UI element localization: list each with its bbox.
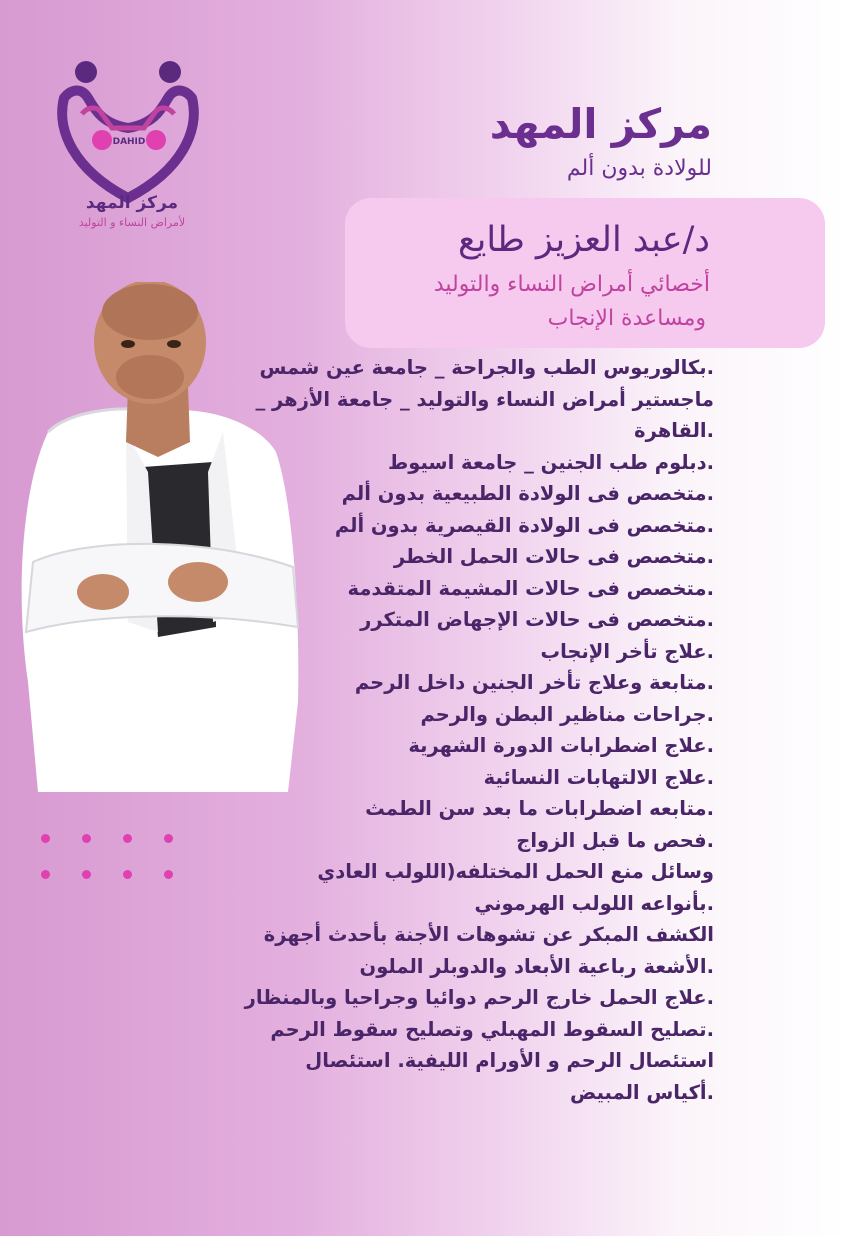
dot — [123, 870, 132, 879]
qualification-item: استئصال الرحم و الأورام الليفية. استئصال — [305, 1049, 714, 1072]
qualification-item: .متخصص فى حالات المشيمة المتقدمة — [347, 576, 714, 600]
qualification-item: .فحص ما قبل الزواج — [516, 828, 714, 852]
qualification-item: .تصليح السقوط المهبلي وتصليح سقوط الرحم — [270, 1017, 714, 1041]
qualification-item: .علاج اضطرابات الدورة الشهرية — [408, 734, 714, 757]
dot — [164, 834, 173, 843]
brand-subtitle: للولادة بدون ألم — [566, 156, 712, 181]
decorative-dots — [36, 828, 186, 888]
qualification-item: ماجستير أمراض النساء والتوليد _ جامعة الأزهر _ — [255, 387, 714, 411]
qualification-item: .متابعه اضطرابات ما بعد سن الطمث — [365, 797, 714, 820]
brand-title: مركز المهد — [489, 100, 712, 148]
dot — [82, 834, 91, 843]
qualification-item: .علاج تأخر الإنجاب — [540, 639, 714, 663]
doctor-specialty: أخصائي أمراض النساء والتوليد — [433, 272, 710, 297]
logo-name: مركز المهد — [85, 193, 179, 213]
qualification-item: .متابعة وعلاج تأخر الجنين داخل الرحم — [354, 671, 714, 694]
dot — [41, 834, 50, 843]
dot — [123, 834, 132, 843]
qualification-item: وسائل منع الحمل المختلفه(اللولب العادي — [317, 860, 714, 883]
qualification-item: .علاج الالتهابات النسائية — [483, 765, 714, 789]
doctor-specialty-line2: ومساعدة الإنجاب — [547, 306, 706, 331]
dot — [41, 870, 50, 879]
qualification-item: .دبلوم طب الجنين _ جامعة اسيوط — [387, 450, 714, 474]
qualification-item: .متخصص فى الولادة القيصرية بدون ألم — [334, 513, 714, 537]
qualifications-list — [194, 352, 714, 1108]
logo-emblem-text: DAHID — [112, 137, 146, 147]
qualification-item: .القاهرة — [634, 419, 714, 442]
qualification-item: .علاج الحمل خارج الرحم دوائيا وجراحيا وبالمنظار — [244, 986, 714, 1009]
qualification-item: .متخصص فى حالات الإجهاض المتكرر — [360, 608, 714, 631]
dot — [164, 870, 173, 879]
qualification-item: .جراحات مناظير البطن والرحم — [420, 702, 714, 726]
qualification-item: .بكالوريوس الطب والجراحة _ جامعة عين شمس — [259, 356, 714, 379]
qualification-item: الكشف المبكر عن تشوهات الأجنة بأحدث أجهزة — [263, 923, 714, 946]
qualification-item: .بأنواعه اللولب الهرموني — [474, 891, 714, 915]
qualification-item: .متخصص فى الولادة الطبيعية بدون ألم — [341, 482, 714, 505]
qualification-item: .الأشعة رباعية الأبعاد والدوبلر الملون — [359, 954, 714, 978]
dot — [82, 870, 91, 879]
logo-subtitle: لأمراض النساء و التوليد — [78, 216, 186, 229]
qualification-item: .أكياس المبيض — [569, 1080, 714, 1104]
qualification-item: .متخصص فى حالات الحمل الخطر — [393, 545, 714, 568]
doctor-name: د/عبد العزيز طايع — [458, 220, 710, 260]
